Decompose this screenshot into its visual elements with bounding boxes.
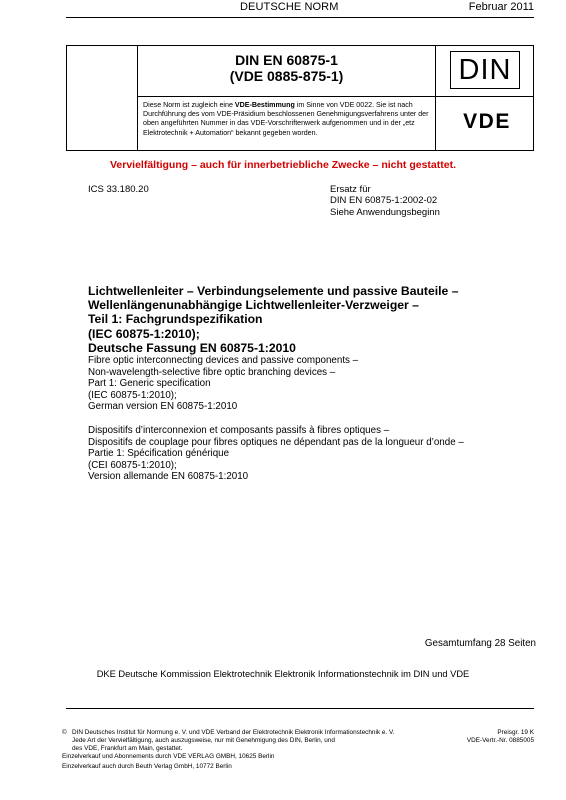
title-line: Non-wavelength-selective fibre optic branching devices – bbox=[88, 366, 336, 378]
title-line: Dispositifs de couplage pour fibres optiques ne dépendant pas de la longueur d’onde – bbox=[88, 436, 464, 448]
standard-number bbox=[138, 52, 435, 84]
title-line: Partie 1: Spécification générique bbox=[88, 448, 230, 460]
title-line: Dispositifs d’interconnexion et composants passifs à fibres optiques – bbox=[88, 425, 390, 436]
vde-note-text: Diese Norm ist zugleich eine bbox=[143, 101, 235, 109]
title-line: German version EN 60875-1:2010 bbox=[88, 401, 238, 413]
footer-rule bbox=[66, 708, 534, 709]
replacement-line: Ersatz für bbox=[330, 184, 371, 195]
vde-note-bold: VDE-Bestimmung bbox=[234, 101, 295, 109]
price-info bbox=[467, 729, 534, 745]
din-logo bbox=[450, 51, 520, 89]
divider bbox=[137, 96, 533, 97]
title-german bbox=[88, 284, 508, 355]
copyright-line: Jede Art der Vervielfältigung, auch auszugsweise, nur mit Genehmigung des DIN, Berlin, und bbox=[72, 737, 335, 744]
copy-warning: Vervielfältigung – auch für innerbetriebliche Zwecke – nicht gestattet. bbox=[109, 159, 456, 171]
copyright-line: des VDE, Frankfurt am Main, gestattet. bbox=[72, 745, 183, 752]
vde-note-text: im Sinne von VDE 0022. Sie ist nach Durchführung des vom VDE-Präsidium beschlossenen Genehmigungsverfahrens unter der oben angeführten Nummer in das VDE-Vorschriftenwerk aufgenommen und in der „etz Elektrotechnik + Automation“ bekannt gegeben worden. bbox=[143, 101, 429, 137]
standard-number-line2: (VDE 0885-875-1) bbox=[229, 68, 344, 84]
standard-number-line1: DIN EN 60875-1 bbox=[235, 52, 338, 68]
vde-note bbox=[143, 101, 431, 138]
divider bbox=[435, 46, 436, 150]
sales-info: Einzelverkauf und Abonnements durch VDE VERLAG GMBH, 10625 Berlin bbox=[62, 753, 275, 760]
dke-line: DKE Deutsche Kommission Elektrotechnik Elektronik Informationstechnik im DIN und VDE bbox=[96, 669, 470, 679]
replacement-info bbox=[330, 184, 440, 218]
title-line: Fibre optic interconnecting devices and passive components – bbox=[88, 355, 359, 366]
title-english bbox=[88, 355, 548, 413]
title-line: (IEC 60875-1:2010); bbox=[88, 389, 177, 401]
publication-date: Februar 2011 bbox=[468, 1, 534, 13]
vde-logo: VDE bbox=[463, 110, 511, 133]
title-line: Version allemande EN 60875-1:2010 bbox=[88, 471, 249, 483]
header-rule bbox=[66, 17, 534, 18]
sales-info: Einzelverkauf auch durch Beuth Verlag GmbH, 10772 Berlin bbox=[62, 763, 232, 770]
title-french bbox=[88, 425, 548, 483]
replacement-line: DIN EN 60875-1:2002-02 bbox=[330, 195, 438, 207]
copyright-symbol: © bbox=[62, 729, 67, 736]
ics-code: ICS 33.180.20 bbox=[88, 184, 149, 195]
price-group: Preisgr. 19 K bbox=[497, 729, 534, 736]
title-line: Lichtwellenleiter – Verbindungselemente und passive Bauteile – bbox=[88, 284, 459, 298]
title-line: (CEI 60875-1:2010); bbox=[88, 459, 177, 471]
title-box bbox=[66, 45, 534, 151]
title-line: Wellenlängenunabhängige Lichtwellenleiter-Verzweiger – bbox=[88, 298, 419, 313]
copyright-line: DIN Deutsches Institut für Normung e. V. und VDE Verband der Elektrotechnik Elektronik Informationstechnik e. V. bbox=[72, 729, 395, 736]
norm-type-label: DEUTSCHE NORM bbox=[240, 1, 339, 13]
din-logo-text: DIN bbox=[458, 53, 512, 86]
vde-order-number: VDE-Vertr.-Nr. 0885005 bbox=[466, 737, 534, 744]
title-line: (IEC 60875-1:2010); bbox=[88, 326, 200, 341]
title-line: Deutsche Fassung EN 60875-1:2010 bbox=[88, 340, 296, 355]
copyright-notice bbox=[62, 729, 422, 753]
replacement-line: Siehe Anwendungsbeginn bbox=[330, 206, 440, 218]
title-line: Teil 1: Fachgrundspezifikation bbox=[88, 312, 263, 327]
total-pages: Gesamtumfang 28 Seiten bbox=[424, 638, 536, 649]
title-line: Part 1: Generic specification bbox=[88, 378, 211, 390]
